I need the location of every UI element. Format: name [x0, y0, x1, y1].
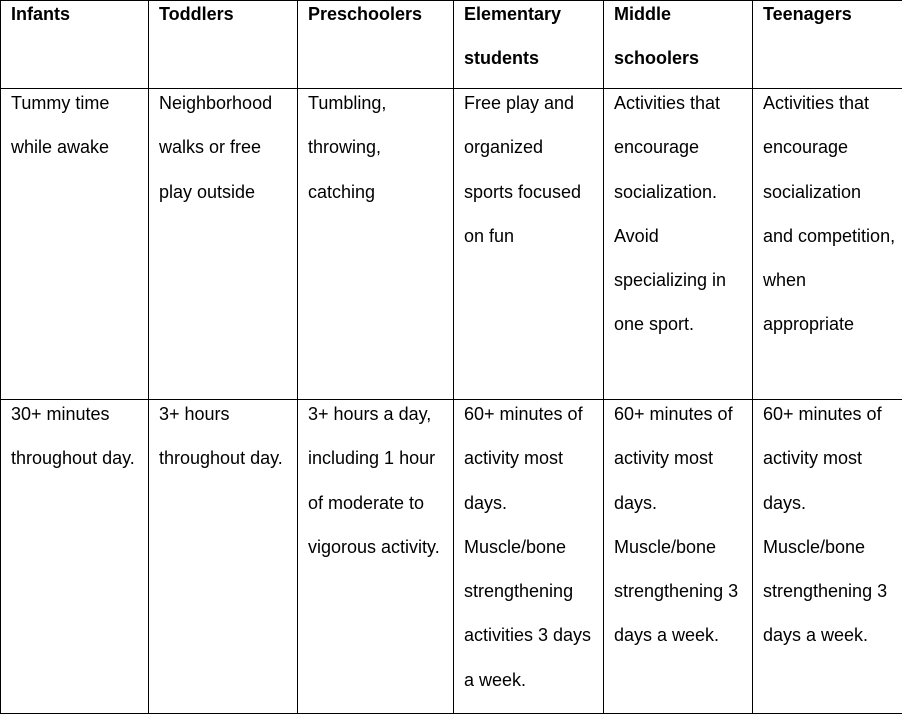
header-middle-schoolers: Middle schoolers — [604, 1, 753, 89]
header-toddlers: Toddlers — [149, 1, 298, 89]
header-teenagers: Teenagers — [753, 1, 902, 89]
table-cell: Free play and organized sports focused on fun — [454, 89, 604, 400]
table-cell: 30+ minutes throughout day. — [1, 400, 149, 714]
header-preschoolers: Preschoolers — [298, 1, 454, 89]
header-infants: Infants — [1, 1, 149, 89]
table-cell: Tumbling, throwing, catching — [298, 89, 454, 400]
table-row — [1, 400, 902, 714]
table-cell: 60+ minutes of activity most days. Muscle/bone strengthening 3 days a week. — [753, 400, 902, 714]
table-cell: 3+ hours throughout day. — [149, 400, 298, 714]
header-elementary-students: Elementary students — [454, 1, 604, 89]
table-row — [1, 89, 902, 400]
table-cell: Activities that encourage socialization and competition, when appropriate — [753, 89, 902, 400]
table-cell: Neighborhood walks or free play outside — [149, 89, 298, 400]
table-cell: Activities that encourage socialization. Avoid specializing in one sport. — [604, 89, 753, 400]
table-cell: 3+ hours a day, including 1 hour of moderate to vigorous activity. — [298, 400, 454, 714]
table-cell: Tummy time while awake — [1, 89, 149, 400]
table-cell: 60+ minutes of activity most days. Muscle/bone strengthening 3 days a week. — [604, 400, 753, 714]
table-cell: 60+ minutes of activity most days. Muscle/bone strengthening activities 3 days a week. — [454, 400, 604, 714]
table-header-row — [1, 1, 902, 89]
